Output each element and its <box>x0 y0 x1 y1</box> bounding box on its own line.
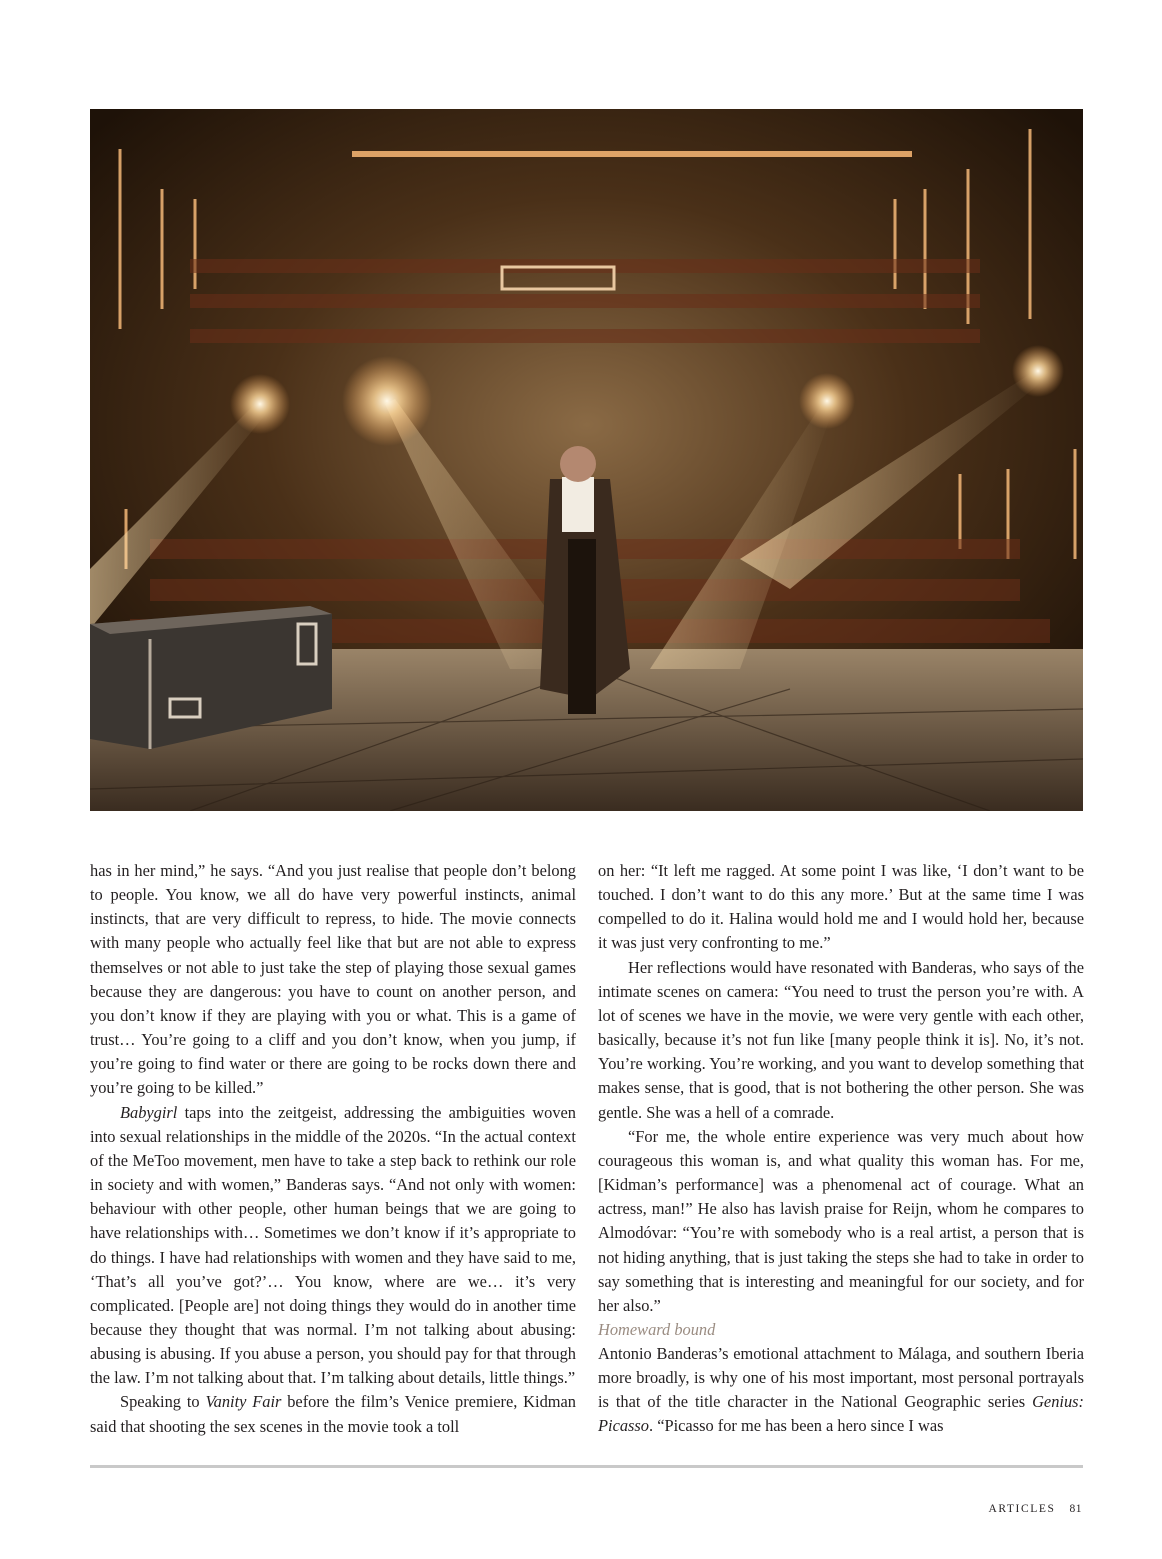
footer-rule <box>90 1465 1083 1468</box>
paragraph <box>90 1390 576 1438</box>
page-footer <box>988 1503 1082 1515</box>
section-subhead: Homeward bound <box>598 1319 716 1339</box>
page-number: 81 <box>1069 1503 1082 1515</box>
paragraph-text: Speaking to <box>120 1392 206 1412</box>
paragraph-text: taps into the zeitgeist, addressing the ambiguities woven into sexual relationships in the middle of the 2020s. “In the actual context of the MeToo movement, men have to take a step back to rethink our role in society and with women,” Banderas says. “And not only with women: behaviour with other people, other human beings that we are going to have relationships with… Sometimes we don’t know if it’s appropriate to do things. I have had relationships with women and they have said to me, ‘That’s all you’ve got?’… You know, where are we… it’s very complicated. [People are] not doing things they would do in another time because they thought that was normal. I’m not talking about abusing: abusing is abusing. If you abuse a person, you should pay for that through the law. I’m not talking about that. I’m talking about details, little things.” <box>90 1102 576 1388</box>
film-title: Babygirl <box>120 1102 178 1122</box>
paragraph-text: Antonio Banderas’s emotional attachment to Málaga, and southern Iberia more broadly, is why one of his most important, most personal portrayals is that of the title character in the National Geographic series <box>598 1343 1084 1412</box>
magazine-title: Vanity Fair <box>205 1392 282 1412</box>
stage-photo-icon <box>90 109 1083 811</box>
paragraph: has in her mind,” he says. “And you just realise that people don’t belong to people. You know, we all do have very powerful instincts, animal instincts, that are very difficult to repress, to hide. The movie connects with many people who actually feel like that but are not able to express themselves or not able to just take the step of playing those sexual games because they are dangerous: you have to count on another person, and you don’t know if they are playing with you or what. This is a game of trust… You’re going to a cliff and you don’t know, when you jump, if you’re going to find water or there are going to be rocks down there and you’re going to be killed.” <box>90 861 576 1098</box>
left-column <box>90 859 576 1439</box>
paragraph <box>598 1342 1084 1439</box>
paragraph: Her reflections would have resonated with Banderas, who says of the intimate scenes on camera: “You need to trust the person you’re with. A lot of scenes we have in the movie, we were very gentle with each other, basically, because it’s not fun like [many people think it is]. No, it’s not. You’re working. You’re working, and you want to develop something that makes sense, that is good, that is not bothering the other person. She was gentle. She was a hell of a comrade. <box>598 957 1084 1122</box>
series-title: Genius: Picasso <box>598 1392 1084 1436</box>
section-label: ARTICLES <box>988 1503 1056 1515</box>
paragraph: “For me, the whole entire experience was very much about how courageous this woman is, and what quality this woman has. For me, [Kidman’s performance] was a phenomenal act of courage. What an actress, man!” He also has lavish praise for Reijn, whom he compares to Almodóvar: “You’re with somebody who is a real artist, a person that is not hiding anything, that is just taking the steps she had to take in order to say something that is interesting and meaningful for our society, and for her also.” <box>598 1126 1084 1315</box>
paragraph: on her: “It left me ragged. At some point I was like, ‘I don’t want to be touched. I don’t want to do this any more.’ But at the same time I was compelled to do it. Halina would hold me and I would hold her, because it was just very confronting to me.” <box>598 861 1084 953</box>
stage-photo <box>90 109 1083 811</box>
paragraph <box>90 1101 576 1391</box>
right-column <box>598 859 1084 1439</box>
paragraph-text: before the film’s Venice premiere, Kidman said that shooting the sex scenes in the movie took a toll <box>90 1392 576 1436</box>
paragraph-text: . “Picasso for me has been a hero since I was <box>649 1416 944 1436</box>
